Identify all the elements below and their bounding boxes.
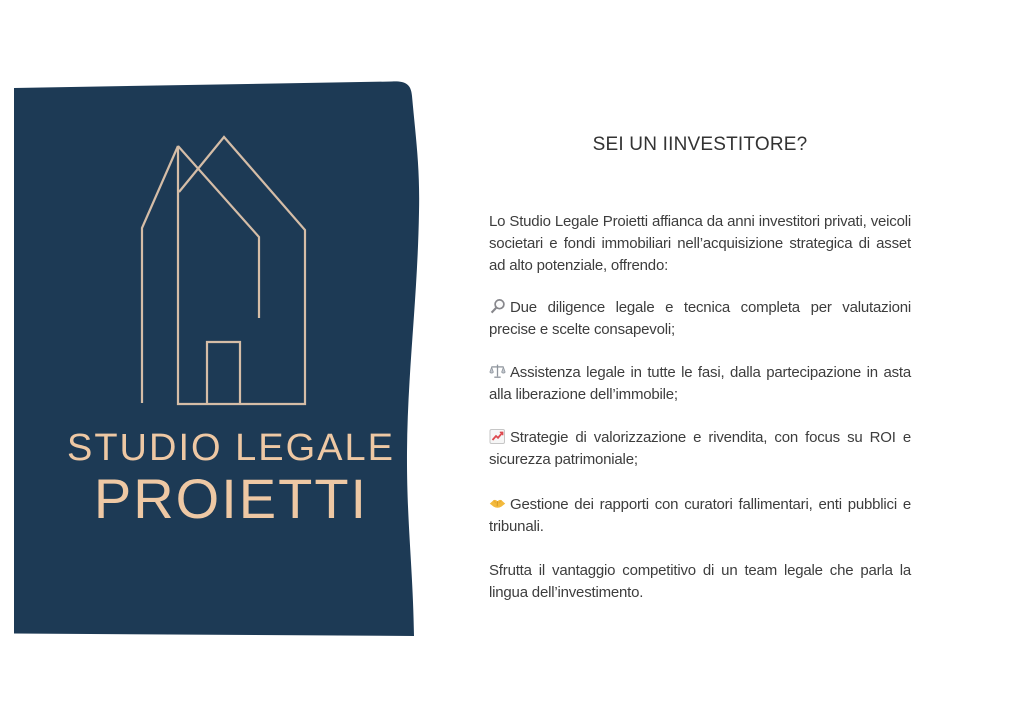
brand-panel-shape xyxy=(0,0,440,724)
scales-of-justice-icon xyxy=(489,363,506,380)
bullet-text: Gestione dei rapporti con curatori fallimentari, enti pubblici e tribunali. xyxy=(489,496,911,535)
chart-increasing-icon xyxy=(489,428,506,445)
bullet-due-diligence xyxy=(489,297,911,341)
panel-background xyxy=(14,81,419,636)
bullet-text: Strategie di valorizzazione e rivendita, con focus su ROI e sicurezza patrimoniale; xyxy=(489,429,911,468)
bullet-strategie xyxy=(489,427,911,471)
handshake-icon xyxy=(489,495,506,512)
bullet-assistenza-legale xyxy=(489,362,911,406)
page-title: SEI UN IINVESTITORE? xyxy=(592,134,808,155)
brand-panel xyxy=(0,0,440,724)
closing-paragraph: Sfrutta il vantaggio competitivo di un team legale che parla la lingua dell’investimento. xyxy=(489,562,911,601)
bullet-text: Due diligence legale e tecnica completa per valutazioni precise e scelte consapevoli; xyxy=(489,299,911,338)
magnifier-icon xyxy=(489,298,506,315)
brand-name-line2: PROIETTI xyxy=(93,467,369,530)
brand-name-line1: STUDIO LEGALE xyxy=(67,427,395,469)
intro-paragraph: Lo Studio Legale Proietti affianca da anni investitori privati, veicoli societari e fondi immobiliari nell’acquisizione strategica di asset ad alto potenziale, offrendo: xyxy=(489,213,911,274)
bullet-gestione-rapporti xyxy=(489,494,911,538)
bullet-text: Assistenza legale in tutte le fasi, dalla partecipazione in asta alla liberazione dell’immobile; xyxy=(489,364,911,403)
